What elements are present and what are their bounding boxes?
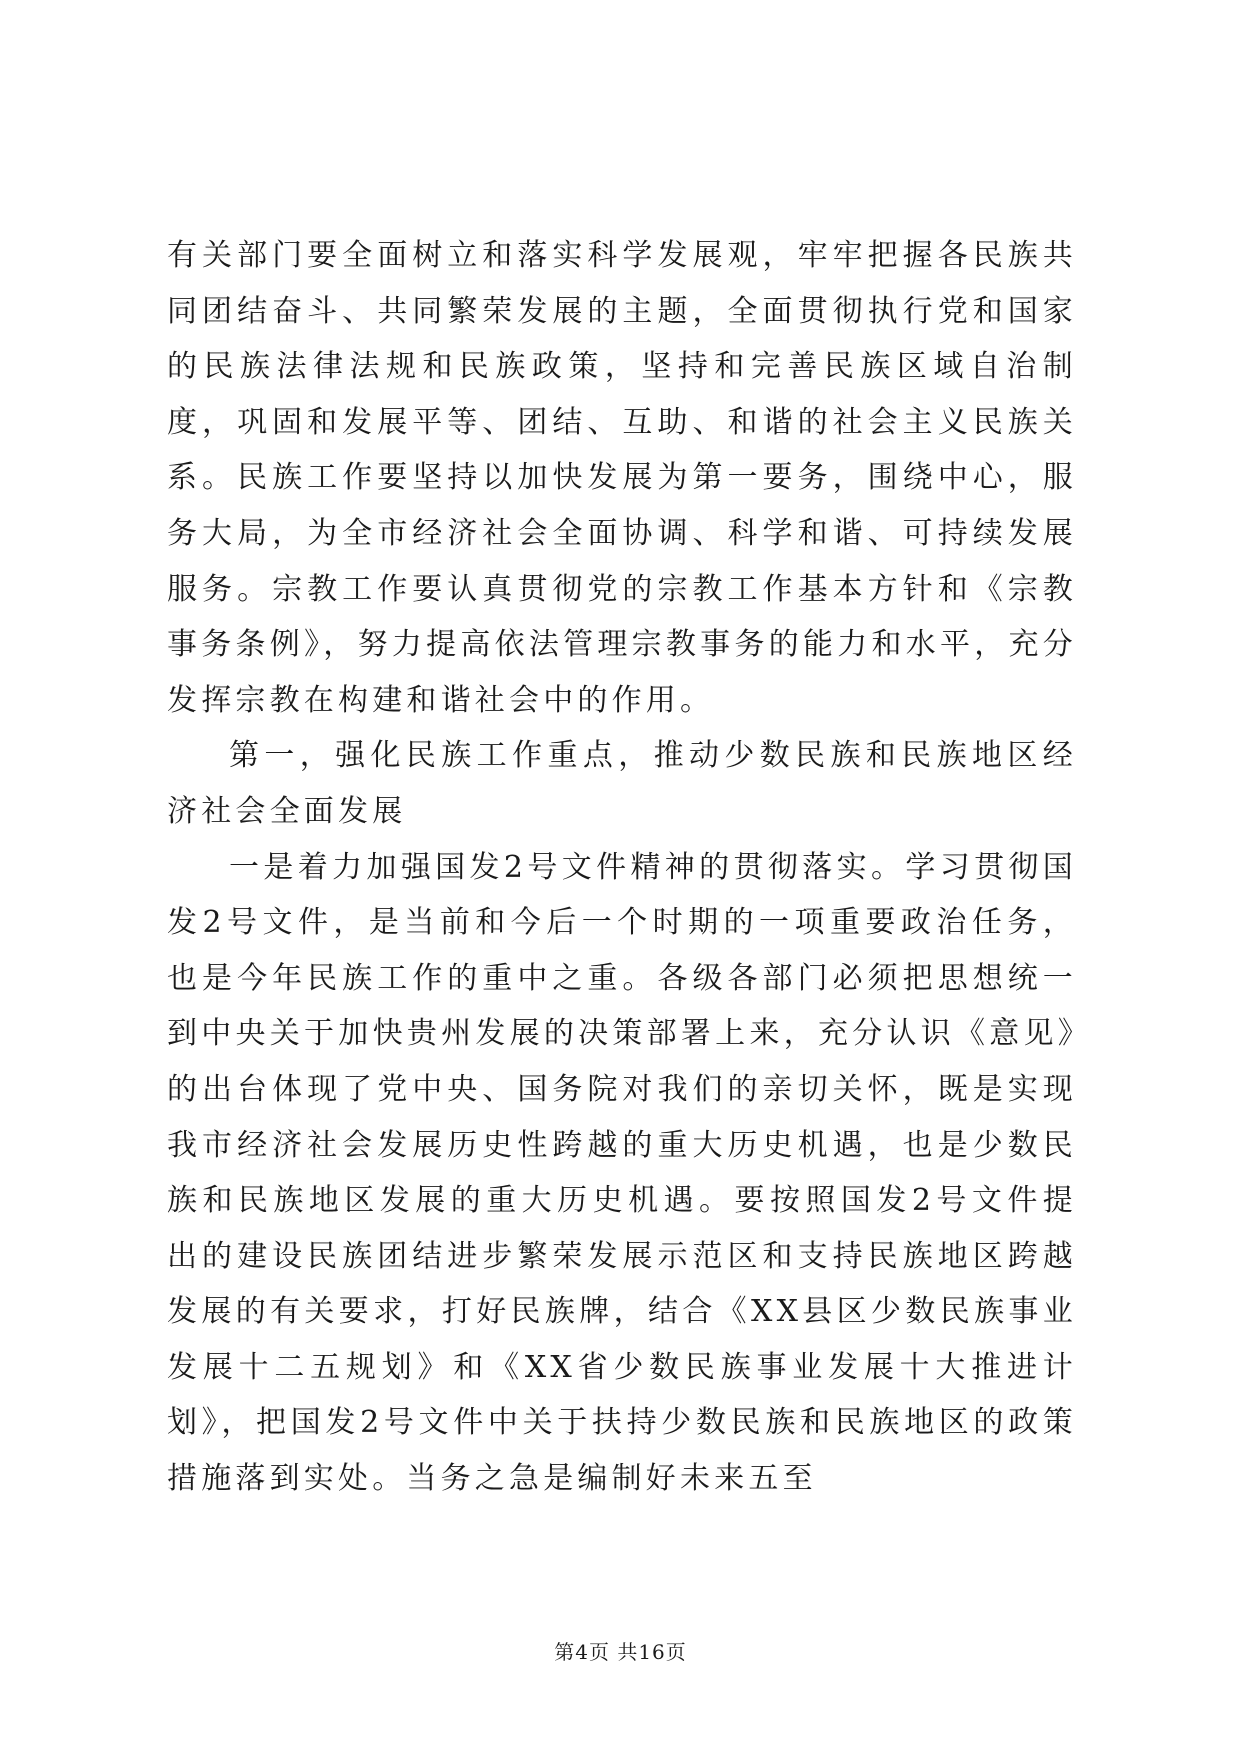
body-text (167, 228, 1077, 1507)
section-heading: 第一，强化民族工作重点，推动少数民族和民族地区经济社会全面发展 (167, 738, 1077, 829)
page-footer: 第4页 共16页 (554, 1640, 687, 1664)
paragraph-point-one: 一是着力加强国发2号文件精神的贯彻落实。学习贯彻国发2号文件，是当前和今后一个时期的一项重要政治任务，也是今年民族工作的重中之重。各级各部门必须把思想统一到中央关于加快贵州发展的决策部署上来，充分认识《意见》的出台体现了党中央、国务院对我们的亲切关怀，既是实现我市经济社会发展历史性跨越的重大历史机遇，也是少数民族和民族地区发展的重大历史机遇。要按照国发2号文件提出的建设民族团结进步繁荣发展示范区和支持民族地区跨越发展的有关要求，打好民族牌，结合《XX县区少数民族事业发展十二五规划》和《XX省少数民族事业发展十大推进计划》，把国发2号文件中关于扶持少数民族和民族地区的政策措施落到实处。当务之急是编制好未来五至 (167, 849, 1077, 1497)
paragraph-intro: 有关部门要全面树立和落实科学发展观，牢牢把握各民族共同团结奋斗、共同繁荣发展的主题，全面贯彻执行党和国家的民族法律法规和民族政策，坚持和完善民族区域自治制度，巩固和发展平等、团结、互助、和谐的社会主义民族关系。民族工作要坚持以加快发展为第一要务，围绕中心，服务大局，为全市经济社会全面协调、科学和谐、可持续发展服务。宗教工作要认真贯彻党的宗教工作基本方针和《宗教事务条例》，努力提高依法管理宗教事务的能力和水平，充分发挥宗教在构建和谐社会中的作用。 (167, 238, 1077, 718)
